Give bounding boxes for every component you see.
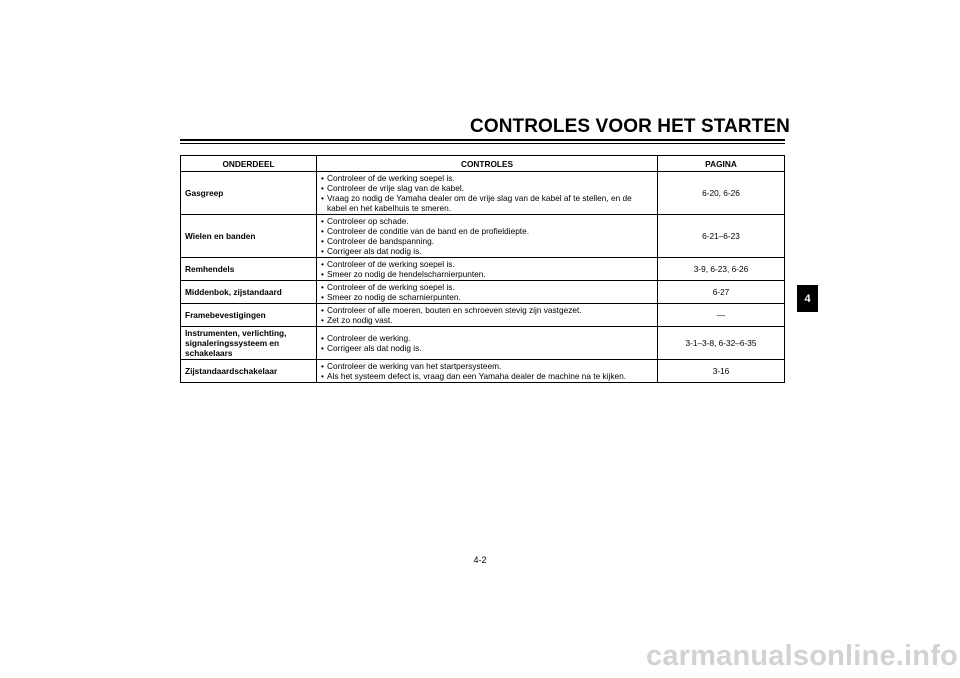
table-row [181, 360, 785, 383]
checks-list [321, 361, 653, 381]
check-item-text: Controleer of de werking soepel is. [327, 259, 455, 269]
check-item [321, 343, 653, 353]
row-page-cell: 6-27 [658, 281, 785, 304]
table-row [181, 327, 785, 360]
watermark: carmanualsonline.info [646, 640, 958, 672]
page-title: CONTROLES VOOR HET STARTEN [470, 116, 790, 137]
checks-list [321, 216, 653, 256]
table-row [181, 281, 785, 304]
row-part-cell: Remhendels [181, 258, 317, 281]
checks-list [321, 305, 653, 325]
check-item-text: Smeer zo nodig de hendelscharnierpunten. [327, 269, 486, 279]
check-item [321, 246, 653, 256]
checks-list [321, 259, 653, 279]
check-item [321, 333, 653, 343]
check-item [321, 193, 653, 213]
check-item [321, 315, 653, 325]
check-item [321, 236, 653, 246]
check-item-text: Als het systeem defect is, vraag dan een Yamaha dealer de machine na te kijken. [327, 371, 627, 381]
row-part-cell: Gasgreep [181, 172, 317, 215]
check-item [321, 183, 653, 193]
pre-start-checks-table [180, 155, 785, 383]
row-part-cell: Zijstandaardschakelaar [181, 360, 317, 383]
row-page-cell: 6-21–6-23 [658, 215, 785, 258]
chapter-tab[interactable]: 4 [797, 285, 818, 312]
table-body [181, 172, 785, 383]
check-item [321, 292, 653, 302]
row-page-cell: 3-16 [658, 360, 785, 383]
column-header-checks: CONTROLES [317, 156, 658, 172]
row-checks-cell [317, 360, 658, 383]
checks-list [321, 333, 653, 353]
row-page-cell: 3-9, 6-23, 6-26 [658, 258, 785, 281]
check-item-text: Corrigeer als dat nodig is. [327, 246, 422, 256]
check-item [321, 361, 653, 371]
checks-list [321, 282, 653, 302]
row-checks-cell [317, 304, 658, 327]
check-item-text: Controleer de werking. [327, 333, 411, 343]
check-item-text: Controleer of de werking soepel is. [327, 282, 455, 292]
row-page-cell: — [658, 304, 785, 327]
row-checks-cell [317, 215, 658, 258]
table-row [181, 258, 785, 281]
title-rule-thick [180, 139, 785, 141]
row-part-cell: Framebevestigingen [181, 304, 317, 327]
check-item [321, 269, 653, 279]
checks-list [321, 173, 653, 213]
check-item [321, 371, 653, 381]
row-checks-cell [317, 172, 658, 215]
row-page-cell: 3-1–3-8, 6-32–6-35 [658, 327, 785, 360]
row-checks-cell [317, 327, 658, 360]
check-item-text: Controleer of alle moeren, bouten en schroeven stevig zijn vastgezet. [327, 305, 582, 315]
check-item-text: Smeer zo nodig de scharnierpunten. [327, 292, 461, 302]
table-row [181, 215, 785, 258]
column-header-part: ONDERDEEL [181, 156, 317, 172]
title-rule-thin [180, 143, 785, 144]
row-part-cell: Instrumenten, verlichting, signaleringssysteem en schakelaars [181, 327, 317, 360]
row-checks-cell [317, 281, 658, 304]
check-item [321, 259, 653, 269]
table-row [181, 172, 785, 215]
table-row [181, 304, 785, 327]
check-item-text: Controleer de vrije slag van de kabel. [327, 183, 464, 193]
check-item-text: Controleer de conditie van de band en de profieldiepte. [327, 226, 530, 236]
check-item [321, 216, 653, 226]
check-item-text: Controleer de werking van het startpersysteem. [327, 361, 502, 371]
check-item-text: Corrigeer als dat nodig is. [327, 343, 422, 353]
row-part-cell: Middenbok, zijstandaard [181, 281, 317, 304]
check-item-text: Zet zo nodig vast. [327, 315, 393, 325]
row-checks-cell [317, 258, 658, 281]
check-item-text: Controleer op schade. [327, 216, 409, 226]
check-item-text: Controleer of de werking soepel is. [327, 173, 455, 183]
page-number: 4-2 [473, 555, 487, 565]
check-item [321, 305, 653, 315]
table-header-row [181, 156, 785, 172]
row-part-cell: Wielen en banden [181, 215, 317, 258]
check-item [321, 173, 653, 183]
row-page-cell: 6-20, 6-26 [658, 172, 785, 215]
check-item [321, 226, 653, 236]
column-header-page: PAGINA [658, 156, 785, 172]
check-item-text: Controleer de bandspanning. [327, 236, 435, 246]
check-item-text: Vraag zo nodig de Yamaha dealer om de vrije slag van de kabel af te stellen, en de kabel en het kabelhuis te smeren. [327, 193, 632, 213]
check-item [321, 282, 653, 292]
